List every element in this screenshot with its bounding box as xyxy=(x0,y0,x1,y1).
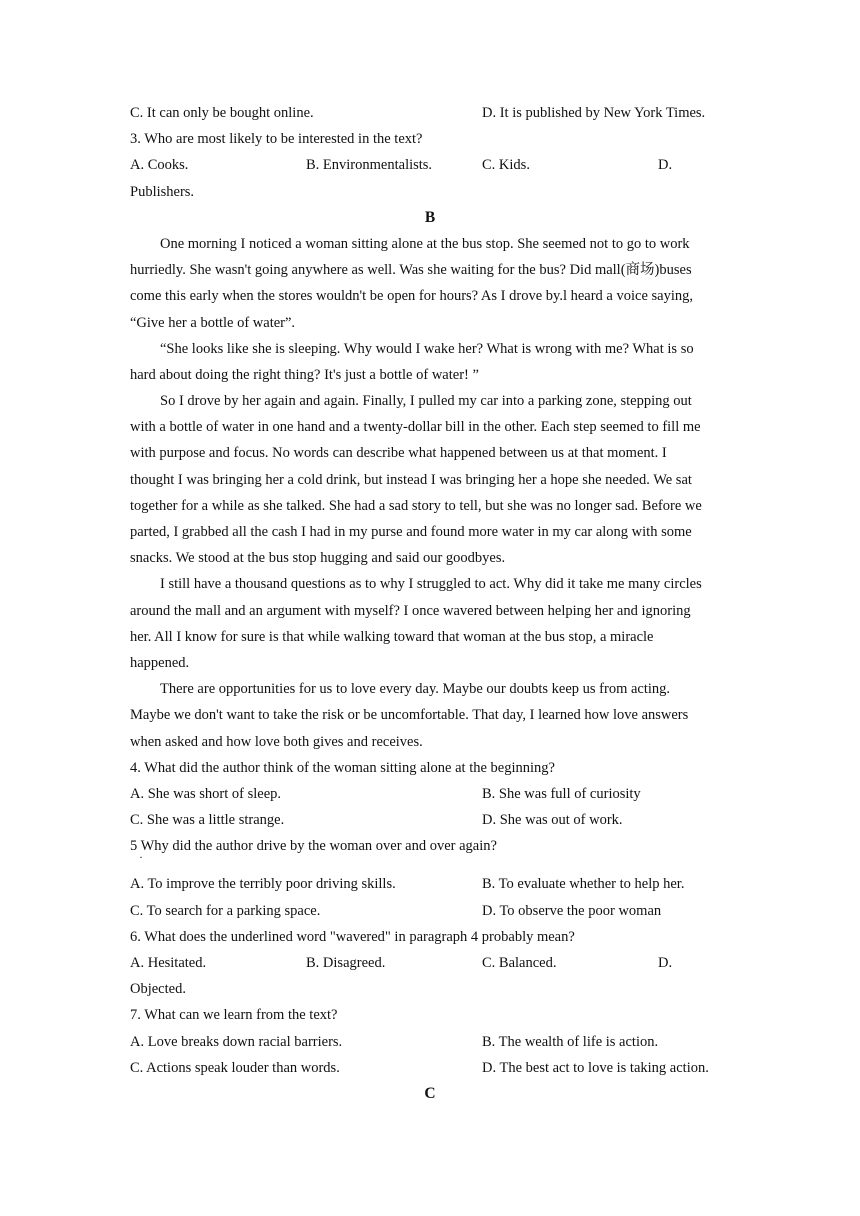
paragraph-line: together for a while as she talked. She had a sad story to tell, but she was no longer sad. Before we xyxy=(130,497,702,514)
q5-options-row-1 xyxy=(130,871,730,897)
q7-option-d: D. The best act to love is taking action. xyxy=(482,1059,709,1076)
q5-option-d: D. To observe the poor woman xyxy=(482,902,662,919)
q4-options-row-1 xyxy=(130,781,730,807)
passage-paragraph-2 xyxy=(130,336,730,388)
q5-stem: 5 Why did the author drive by the woman over and over again? xyxy=(130,838,497,855)
q5-number-dot xyxy=(130,850,730,871)
section-c-heading: C xyxy=(424,1084,436,1102)
q3-option-a: A. Cooks. xyxy=(130,157,189,174)
paragraph-line: Maybe we don't want to take the risk or be uncomfortable. That day, I learned how love answers xyxy=(130,707,689,724)
section-b-heading: B xyxy=(424,208,436,226)
q4-option-a: A. She was short of sleep. xyxy=(130,785,282,802)
dot-mark: · xyxy=(139,850,143,865)
q4-stem: 4. What did the author think of the woman sitting alone at the beginning? xyxy=(130,759,555,776)
q6-option-d: D. xyxy=(658,955,673,971)
paragraph-line: when asked and how love both gives and receives. xyxy=(130,733,423,750)
q2-options-row xyxy=(130,100,730,126)
passage-paragraph-3 xyxy=(130,388,730,571)
paragraph-line: hard about doing the right thing? It's just a bottle of water! ” xyxy=(130,366,479,383)
q3-option-c: C. Kids. xyxy=(482,157,530,174)
paragraph-line: “Give her a bottle of water”. xyxy=(130,314,296,331)
paragraph-line: snacks. We stood at the bus stop hugging and said our goodbyes. xyxy=(130,550,506,567)
passage-paragraph-1 xyxy=(130,231,730,336)
paragraph-line: One morning I noticed a woman sitting alone at the bus stop. She seemed not to go to work xyxy=(160,235,690,252)
q6-option-b: B. Disagreed. xyxy=(306,955,386,971)
q3-option-d-wrap: Publishers. xyxy=(130,183,195,200)
q2-option-c: C. It can only be bought online. xyxy=(130,105,314,121)
q7-option-a: A. Love breaks down racial barriers. xyxy=(130,1033,343,1050)
q7-options-row-2 xyxy=(130,1055,730,1081)
q3-options-row xyxy=(130,152,730,178)
q6-option-d-wrap: Objected. xyxy=(130,981,186,998)
q4-option-b: B. She was full of curiosity xyxy=(482,785,641,802)
q5-options-row-2 xyxy=(130,898,730,924)
exam-page xyxy=(130,100,730,1107)
q3-option-d: D. xyxy=(658,157,673,174)
passage-paragraph-5 xyxy=(130,676,730,755)
q6-options-row xyxy=(130,950,730,976)
q3-option-b: B. Environmentalists. xyxy=(306,157,433,174)
q7-options-row-1 xyxy=(130,1029,730,1055)
q7-stem: 7. What can we learn from the text? xyxy=(130,1007,338,1024)
paragraph-line: I still have a thousand questions as to why I struggled to act. Why did it take me many circles xyxy=(160,576,702,593)
q5-option-a: A. To improve the terribly poor driving skills. xyxy=(130,876,396,893)
paragraph-line: So I drove by her again and again. Finally, I pulled my car into a parking zone, stepping out xyxy=(160,393,692,410)
paragraph-line: with a bottle of water in one hand and a twenty-dollar bill in the other. Each step seemed to fill me xyxy=(130,419,701,436)
q4-option-c: C. She was a little strange. xyxy=(130,812,285,829)
q5-option-b: B. To evaluate whether to help her. xyxy=(482,876,685,893)
paragraph-line: her. All I know for sure is that while walking toward that woman at the bus stop, a miracle xyxy=(130,628,654,645)
passage-paragraph-4 xyxy=(130,571,730,676)
paragraph-line: thought I was bringing her a cold drink, but instead I was bringing her a hope she needed. We sat xyxy=(130,471,692,488)
q2-option-d: D. It is published by New York Times. xyxy=(482,105,706,121)
paragraph-line: hurriedly. She wasn't going anywhere as well. Was she waiting for the bus? Did mall(商场)buses xyxy=(130,262,692,279)
q4-options-row-2 xyxy=(130,807,730,833)
q6-stem: 6. What does the underlined word "wavered" in paragraph 4 probably mean? xyxy=(130,928,575,945)
paragraph-line: happened. xyxy=(130,654,190,671)
paragraph-line: with purpose and focus. No words can describe what happened between us at that moment. I xyxy=(130,445,667,462)
paragraph-line: around the mall and an argument with myself? I once wavered between helping her and ignoring xyxy=(130,602,691,619)
paragraph-line: “She looks like she is sleeping. Why would I wake her? What is wrong with me? What is so xyxy=(160,340,694,357)
q6-option-c: C. Balanced. xyxy=(482,955,557,971)
q3-stem: 3. Who are most likely to be interested in the text? xyxy=(130,131,423,148)
paragraph-line: There are opportunities for us to love every day. Maybe our doubts keep us from acting. xyxy=(160,681,671,698)
q5-option-c: C. To search for a parking space. xyxy=(130,902,321,919)
paragraph-line: come this early when the stores wouldn't be open for hours? As I drove by.l heard a voice saying, xyxy=(130,288,693,305)
q4-option-d: D. She was out of work. xyxy=(482,812,623,829)
q7-option-c: C. Actions speak louder than words. xyxy=(130,1059,340,1076)
q6-option-a: A. Hesitated. xyxy=(130,955,207,971)
q7-option-b: B. The wealth of life is action. xyxy=(482,1033,659,1050)
paragraph-line: parted, I grabbed all the cash I had in my purse and found more water in my car along with some xyxy=(130,524,692,540)
